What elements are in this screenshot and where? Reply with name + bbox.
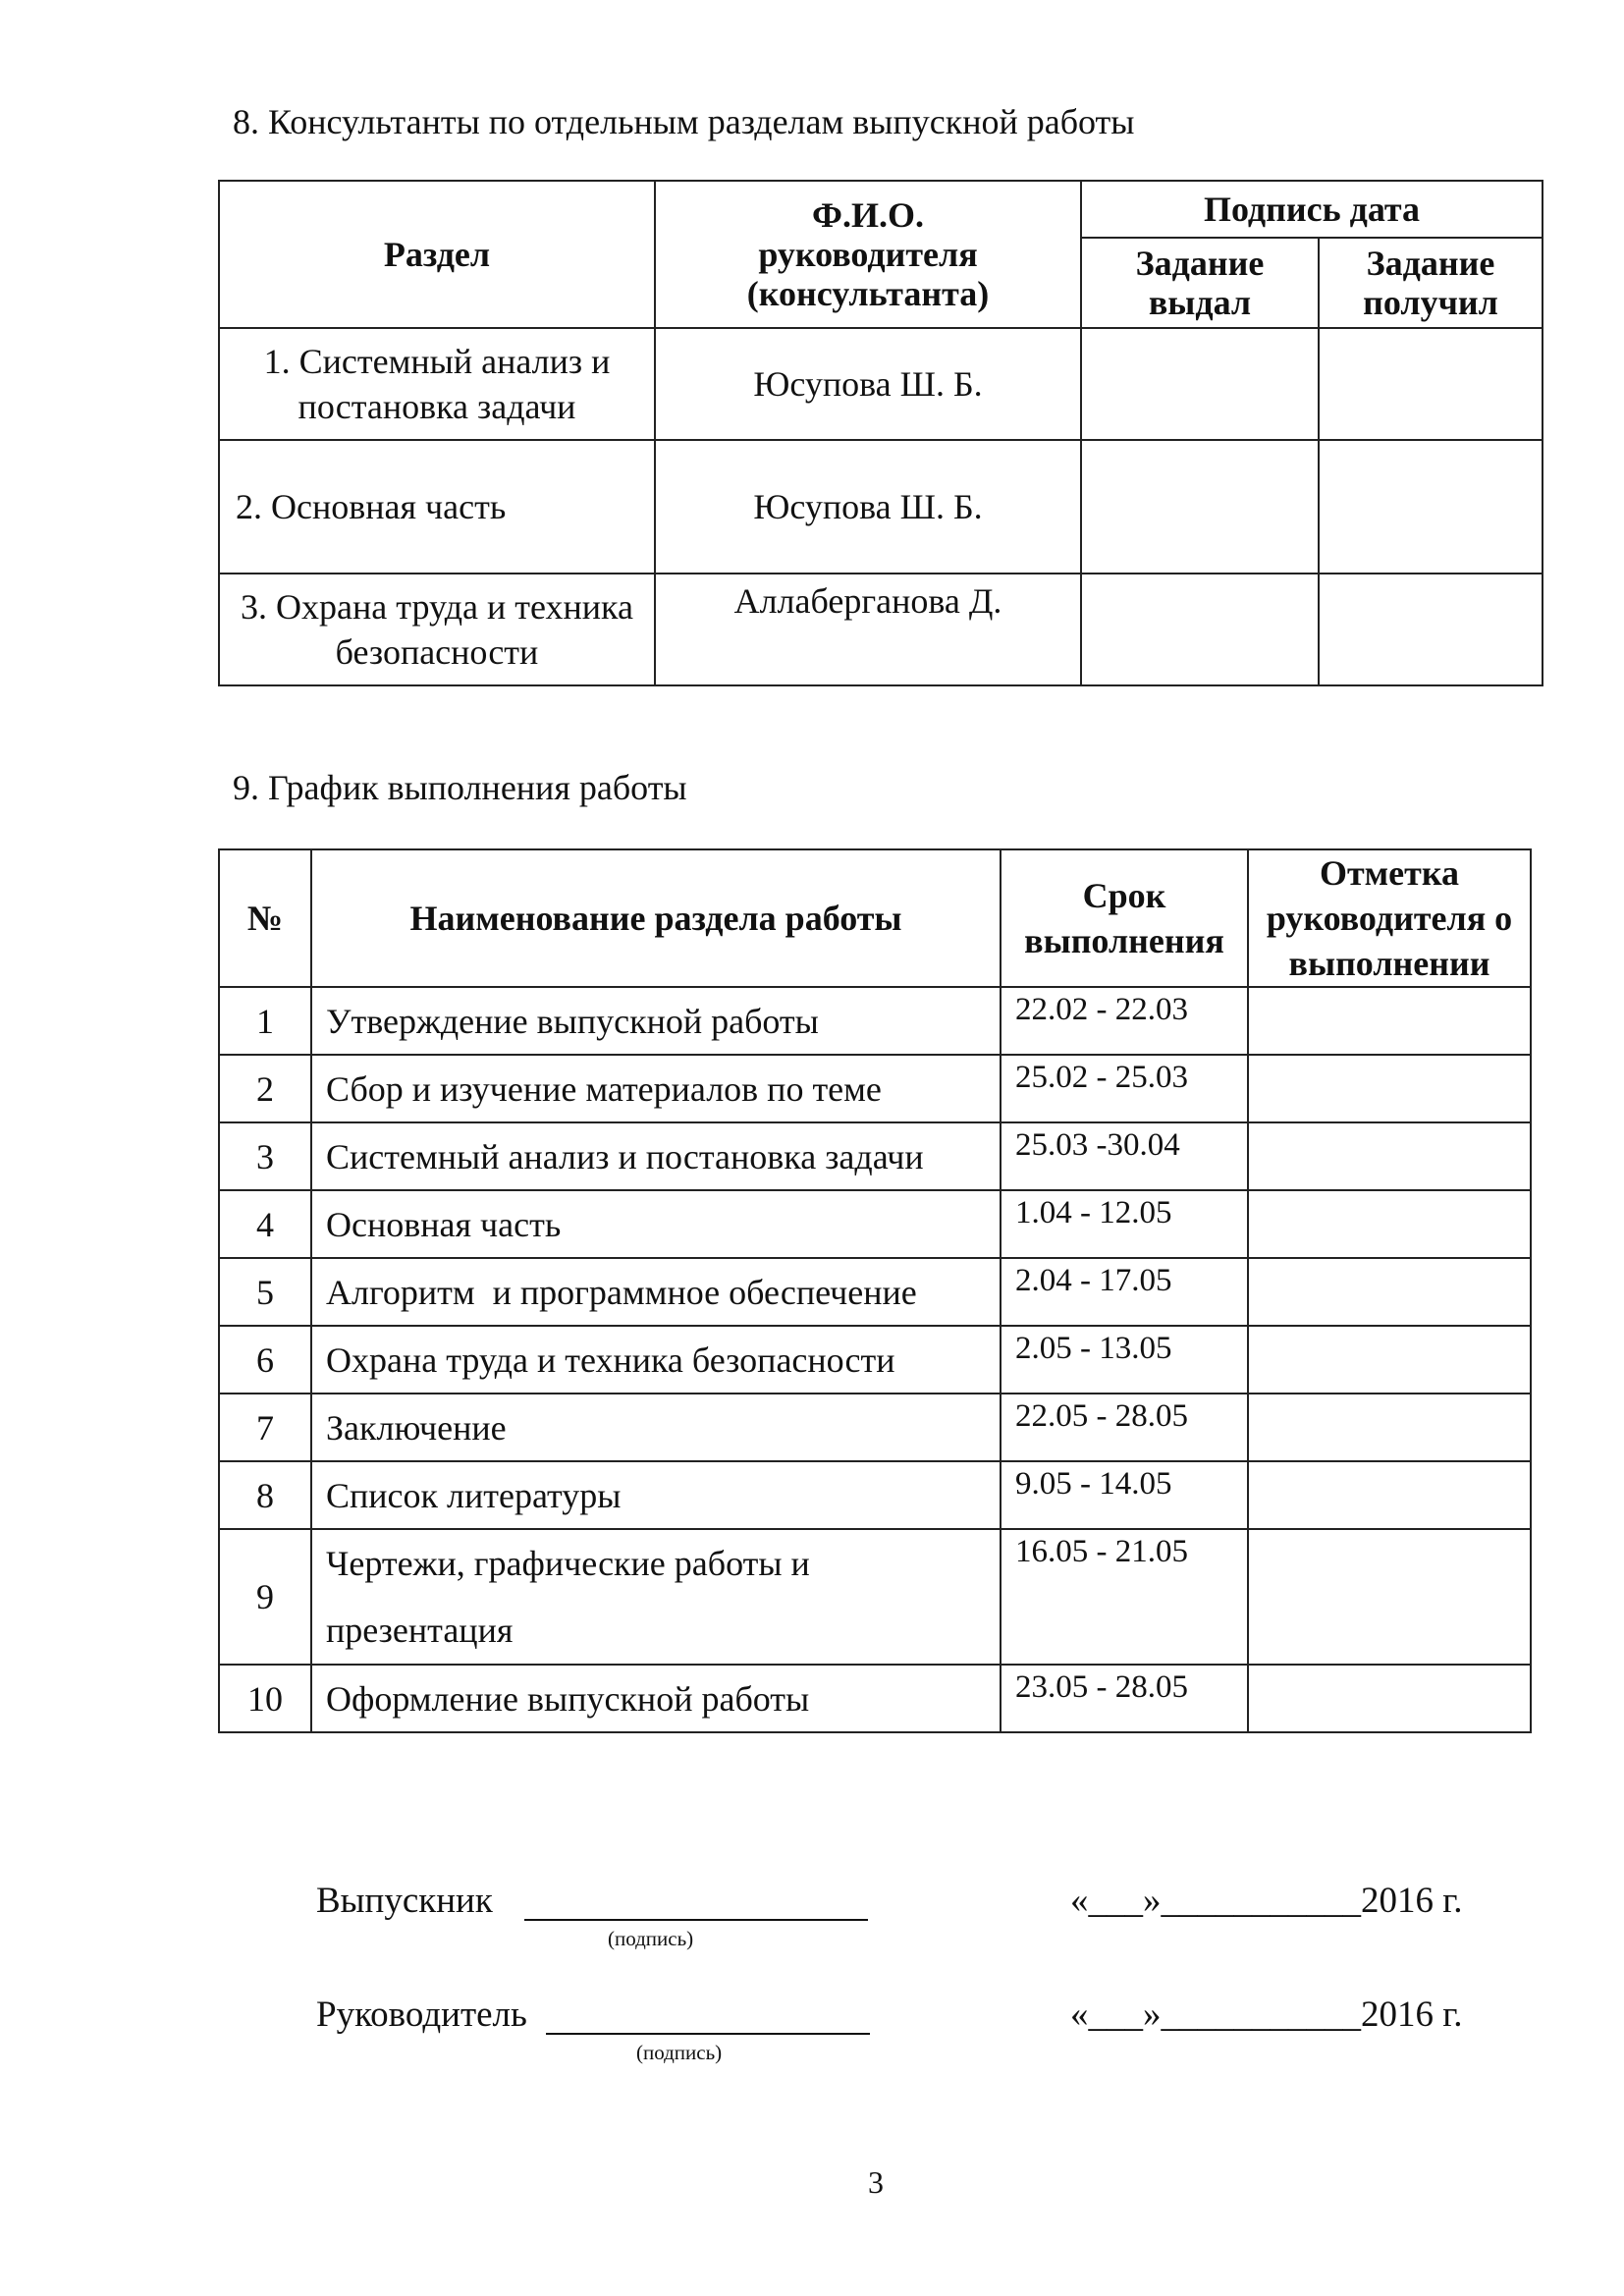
row-mark-cell: [1248, 1461, 1531, 1529]
table-row: [219, 1258, 1531, 1326]
consultant-name: Аллаберганова Д.: [655, 574, 1081, 685]
row-mark-cell: [1248, 1190, 1531, 1258]
header-section-title: Наименование раздела работы: [311, 849, 1001, 987]
row-title: Сбор и изучение материалов по теме: [311, 1055, 1001, 1122]
row-mark-cell: [1248, 1326, 1531, 1394]
table-row: [219, 1529, 1531, 1665]
signature-received-cell: [1319, 440, 1543, 574]
signature-received-cell: [1319, 574, 1543, 685]
row-deadline: 22.02 - 22.03: [1001, 987, 1248, 1055]
consultant-name: Юсупова Ш. Б.: [655, 328, 1081, 440]
row-number: 6: [219, 1326, 311, 1394]
page-number: 3: [868, 2164, 884, 2200]
row-mark-cell: [1248, 1665, 1531, 1732]
row-title: Список литературы: [311, 1461, 1001, 1529]
row-number: 9: [219, 1529, 311, 1665]
row-mark-cell: [1248, 1529, 1531, 1665]
supervisor-signature-line[interactable]: [546, 2033, 870, 2035]
consultants-table: [218, 180, 1543, 686]
consultants-heading: 8. Консультанты по отдельным разделам выпускной работы: [233, 102, 1135, 141]
row-title: Заключение: [311, 1394, 1001, 1461]
supervisor-signature-row: [0, 1994, 1624, 2072]
row-number: 8: [219, 1461, 311, 1529]
row-mark-cell: [1248, 1055, 1531, 1122]
consultant-section: 2. Основная часть: [219, 440, 655, 574]
header-deadline: Срок выполнения: [1001, 849, 1248, 987]
table-row: [219, 1055, 1531, 1122]
row-deadline: 25.03 -30.04: [1001, 1122, 1248, 1190]
row-deadline: 2.05 - 13.05: [1001, 1326, 1248, 1394]
supervisor-label: Руководитель: [316, 1995, 527, 2035]
table-row: [219, 1326, 1531, 1394]
row-title: Алгоритм и программное обеспечение: [311, 1258, 1001, 1326]
row-mark-cell: [1248, 1258, 1531, 1326]
header-task-issued: Задание выдал: [1081, 238, 1319, 328]
supervisor-date: «___»___________2016 г.: [1070, 1995, 1463, 2035]
row-deadline: 22.05 - 28.05: [1001, 1394, 1248, 1461]
table-row: [219, 328, 1543, 440]
header-number: №: [219, 849, 311, 987]
header-section: Раздел: [219, 181, 655, 328]
row-deadline: 9.05 - 14.05: [1001, 1461, 1248, 1529]
graduate-signature-caption: (подпись): [608, 1927, 694, 1950]
signature-issued-cell: [1081, 328, 1319, 440]
row-title: Утверждение выпускной работы: [311, 987, 1001, 1055]
row-mark-cell: [1248, 987, 1531, 1055]
consultant-name: Юсупова Ш. Б.: [655, 440, 1081, 574]
row-number: 10: [219, 1665, 311, 1732]
signature-received-cell: [1319, 328, 1543, 440]
consultant-section: 3. Охрана труда и техника безопасности: [219, 574, 655, 685]
header-task-received: Задание получил: [1319, 238, 1543, 328]
table-row: [219, 440, 1543, 574]
table-row: [219, 1461, 1531, 1529]
row-title: Основная часть: [311, 1190, 1001, 1258]
graduate-signature-row: [0, 1880, 1624, 1958]
table-row: [219, 1665, 1531, 1732]
graduate-label: Выпускник: [316, 1881, 493, 1921]
signature-issued-cell: [1081, 440, 1319, 574]
row-deadline: 23.05 - 28.05: [1001, 1665, 1248, 1732]
row-mark-cell: [1248, 1122, 1531, 1190]
graduate-signature-line[interactable]: [524, 1919, 868, 1921]
table-row: [219, 1190, 1531, 1258]
row-number: 3: [219, 1122, 311, 1190]
supervisor-signature-caption: (подпись): [636, 2041, 723, 2064]
schedule-table: [218, 848, 1532, 1733]
row-number: 5: [219, 1258, 311, 1326]
row-mark-cell: [1248, 1394, 1531, 1461]
table-row: [219, 987, 1531, 1055]
schedule-heading: 9. График выполнения работы: [233, 768, 687, 807]
row-title: Охрана труда и техника безопасности: [311, 1326, 1001, 1394]
row-title: Оформление выпускной работы: [311, 1665, 1001, 1732]
graduate-date: «___»___________2016 г.: [1070, 1881, 1463, 1921]
header-signature-date: Подпись дата: [1081, 181, 1543, 238]
consultant-section: 1. Системный анализ и постановка задачи: [219, 328, 655, 440]
row-title: Системный анализ и постановка задачи: [311, 1122, 1001, 1190]
header-consultant-name: Ф.И.О. руководителя (консультанта): [655, 181, 1081, 328]
row-number: 4: [219, 1190, 311, 1258]
row-deadline: 25.02 - 25.03: [1001, 1055, 1248, 1122]
row-number: 2: [219, 1055, 311, 1122]
row-deadline: 2.04 - 17.05: [1001, 1258, 1248, 1326]
header-supervisor-mark: Отметка руководителя о выполнении: [1248, 849, 1531, 987]
row-deadline: 16.05 - 21.05: [1001, 1529, 1248, 1665]
row-number: 7: [219, 1394, 311, 1461]
table-row: [219, 574, 1543, 685]
row-title: Чертежи, графические работы и презентация: [311, 1529, 1001, 1665]
table-row: [219, 1122, 1531, 1190]
row-number: 1: [219, 987, 311, 1055]
table-row: [219, 1394, 1531, 1461]
signature-issued-cell: [1081, 574, 1319, 685]
row-deadline: 1.04 - 12.05: [1001, 1190, 1248, 1258]
